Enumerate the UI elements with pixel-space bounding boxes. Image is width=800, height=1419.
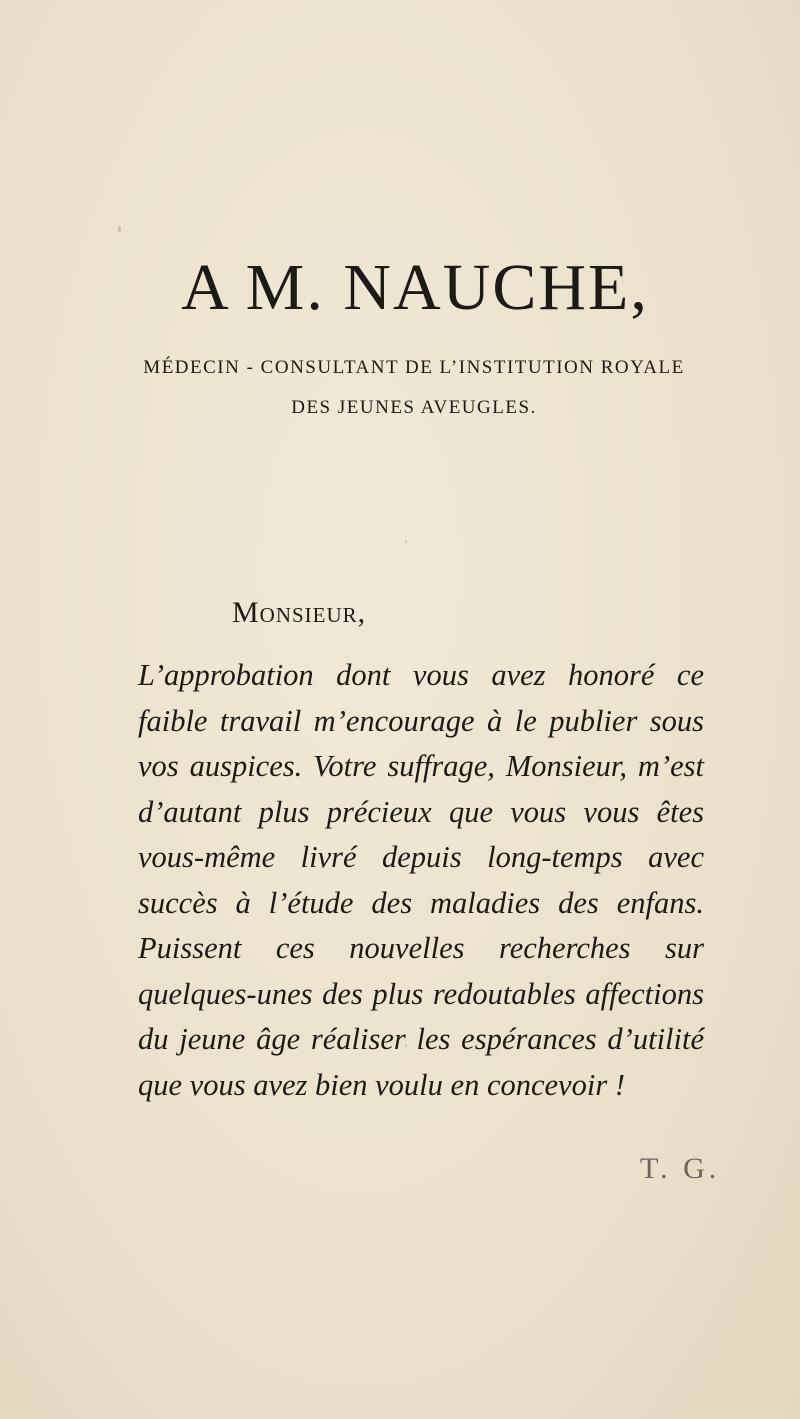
- letter-body: L’approbation dont vous avez honoré ce faible travail m’encourage à le publier sous vos auspices. Votre suffrage, Monsieur, m’est d’autant plus précieux que vous vous êtes vous-même livré depuis long-temps avec succès à l’étude des maladies des enfans. Puissent ces nouvelles recherches sur quelques-unes des plus redoutables affections du jeune âge réaliser les espérances d’utilité que vous avez bien voulu en concevoir !: [138, 658, 704, 1102]
- letter-signature: T. G.: [640, 1152, 721, 1185]
- dedication-subtitle-line-2: DES JEUNES AVEUGLES.: [291, 397, 537, 418]
- paper-speck: [405, 1044, 407, 1047]
- dedication-subtitle-line-1: MÉDECIN - CONSULTANT DE L’INSTITUTION ROYALE: [143, 357, 685, 378]
- dedication-title: A M. NAUCHE,: [181, 251, 649, 324]
- paper-speck: [405, 540, 407, 543]
- letter-salutation: Monsieur,: [232, 596, 367, 629]
- paper-speck: [118, 226, 121, 232]
